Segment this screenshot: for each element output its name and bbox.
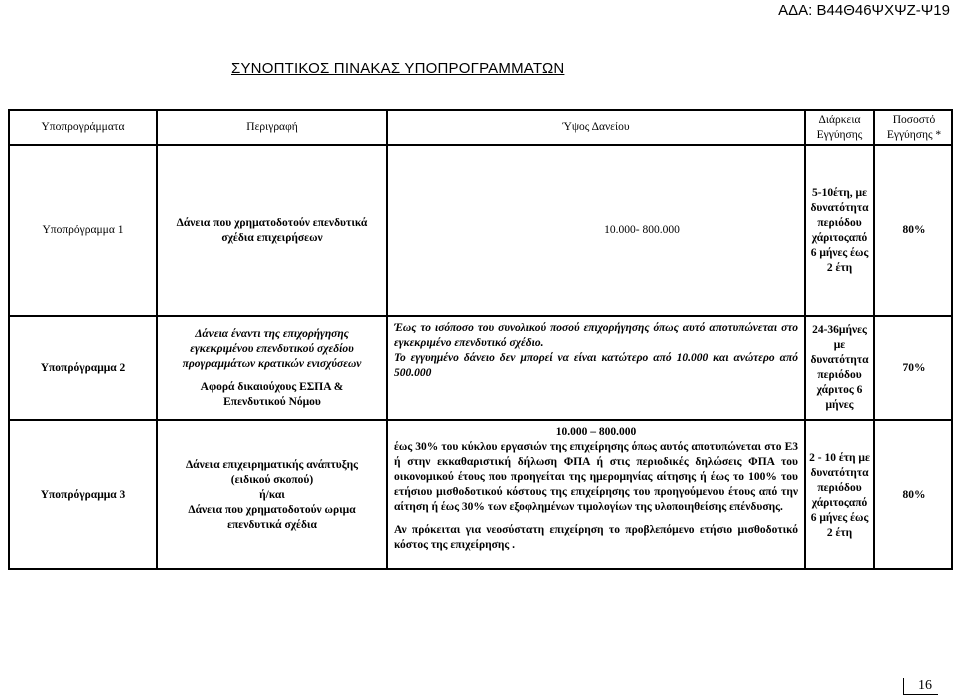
- row3-description: [158, 421, 386, 570]
- row3-percent: 80%: [902, 489, 926, 501]
- row3-amount-note: Αν πρόκειται για νεοσύστατη επιχείρηση το προβλεπόμενο ετήσιο μισθοδοτικό κόστος της επιχείρησης .: [394, 524, 798, 551]
- header-amount: Ύψος Δανείου: [562, 121, 630, 133]
- row3-description-line3: Δάνεια που χρηματοδοτούν ωριμα επενδυτικά σχέδια: [188, 504, 356, 531]
- row1-amount: [388, 146, 804, 315]
- row2-description: [158, 317, 386, 419]
- row3-description-line2: ή/και: [259, 489, 285, 501]
- ada-code: ΑΔΑ: Β44Θ46ΨΧΨΖ-Ψ19: [778, 2, 950, 19]
- row2-duration: 24-36μήνες με δυνατότητα περιόδου χάριτος 6 μήνες: [810, 324, 869, 411]
- page-number: 16: [903, 678, 938, 695]
- row2-amount-line1: Έως το ισόποσο του συνολικού ποσού επιχορήγησης όπως αυτό αποτυπώνεται στο εγκεκριμένο επενδυτικό σχέδιο.: [394, 322, 798, 349]
- row3-amount: [388, 421, 804, 570]
- row2-description-note: Αφορά δικαιούχους ΕΣΠΑ & Επενδυτικού Νόμου: [200, 380, 344, 408]
- row3-duration: 2 - 10 έτη με δυνατότητα περιόδου χάριτοςαπό 6 μήνες έως 2 έτη: [809, 451, 870, 539]
- row3-description-line1: Δάνεια επιχειρηματικής ανάπτυξης (ειδικού σκοπού): [185, 459, 359, 486]
- row2-subprogram: Υποπρόγραμμα 2: [40, 361, 126, 374]
- table-row: [10, 419, 951, 570]
- table-row: [10, 144, 951, 315]
- row1-duration: 5-10έτη, με δυνατότητα περιόδου χάριτοςαπό 6 μήνες έως 2 έτη: [810, 186, 869, 274]
- row2-amount: [388, 317, 804, 419]
- table-row: [10, 315, 951, 419]
- page-title: ΣΥΝΟΠΤΙΚΟΣ ΠΙΝΑΚΑΣ ΥΠΟΠΡΟΓΡΑΜΜΑΤΩΝ: [231, 60, 565, 77]
- subprograms-table: [8, 109, 953, 570]
- row3-amount-details: έως 30% του κύκλου εργασιών της επιχείρησης όπως αυτός αποτυπώνεται στο Ε3 ή στην εκκαθαριστική δήλωση ΦΠΑ ή στις περιοδικές δηλώσεις ΦΠΑ του οικονομικού έτους που προηγείται της ημερομηνίας αίτησης ή έως το 100% του ετήσιου μισθοδοτικού κόστους της επιχείρησης του προηγούμενου έτους από την αίτηση ή έως 30% των εξοφλημένων τιμολογίων της υλοποιηθείσης επένδυσης.: [394, 441, 798, 513]
- header-percent: Ποσοστό Εγγύησης *: [886, 113, 942, 141]
- header-duration: Διάρκεια Εγγύησης: [816, 113, 863, 141]
- header-description: Περιγραφή: [246, 121, 298, 133]
- row1-subprogram: Υποπρόγραμμα 1: [42, 224, 124, 236]
- row2-description-main: Δάνεια έναντι της επιχορήγησης εγκεκριμένου επενδυτικού σχεδίου προγραμμάτων κρατικών ενισχύσεων: [182, 327, 362, 370]
- row2-amount-line2: Το εγγυημένο δάνειο δεν μπορεί να είναι κατώτερο από 10.000 και ανώτερο από 500.000: [394, 352, 798, 379]
- row1-description: Δάνεια που χρηματοδοτούν επενδυτικά σχέδια επιχειρήσεων: [176, 216, 368, 244]
- row1-amount-text: 10.000- 800.000: [604, 224, 680, 236]
- row3-subprogram: Υποπρόγραμμα 3: [40, 489, 126, 501]
- table-header-row: [10, 111, 951, 144]
- row1-percent: 80%: [902, 224, 926, 236]
- row3-amount-range: 10.000 – 800.000: [555, 426, 637, 438]
- row2-percent: 70%: [902, 361, 926, 374]
- header-subprogram: Υποπρογράμματα: [41, 121, 125, 133]
